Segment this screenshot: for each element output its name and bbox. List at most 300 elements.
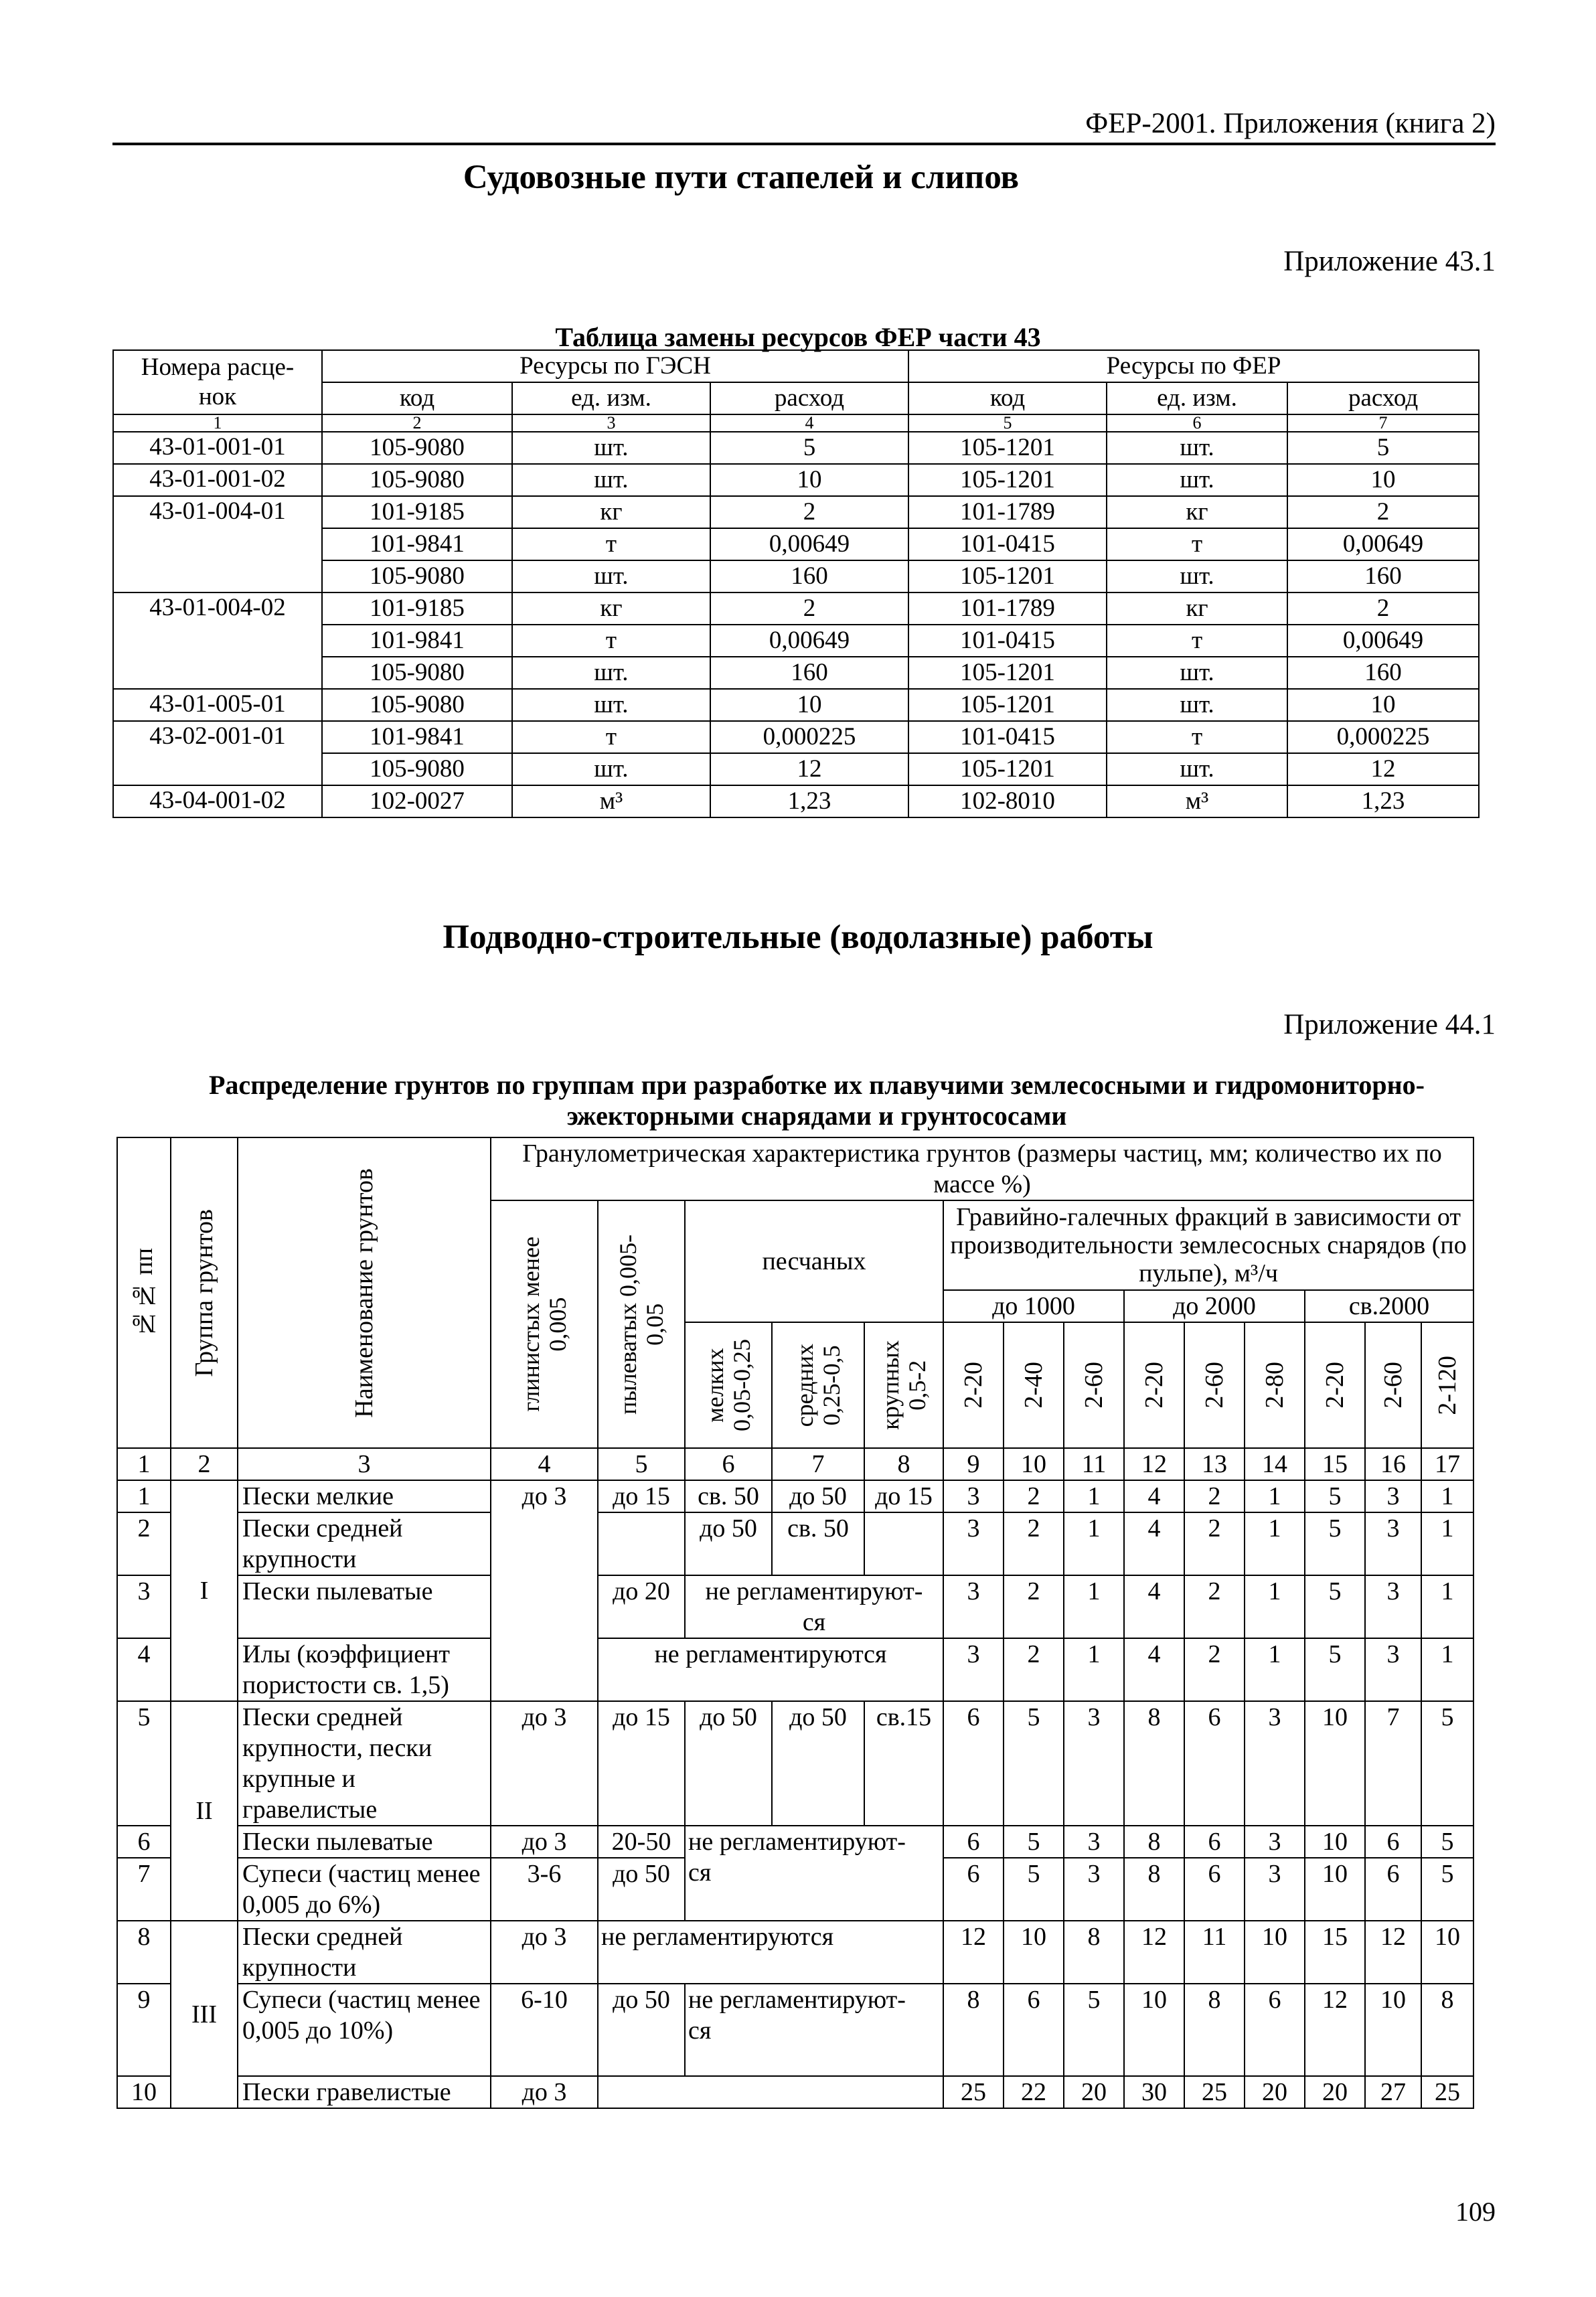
gesn-code-cell: 105-9080 <box>322 464 512 496</box>
fine-cell: св. 50 <box>685 1480 772 1512</box>
productivity-value-cell: 22 <box>1004 2076 1064 2108</box>
soil-row <box>117 2076 1473 2108</box>
gesn-unit-cell: т <box>512 625 710 657</box>
gesn-consumption-cell: 12 <box>710 753 908 785</box>
gesn-unit-cell: кг <box>512 592 710 625</box>
section-title-44: Подводно-строительные (водолазные) работы <box>443 919 1153 956</box>
gesn-consumption-cell: 1,23 <box>710 785 908 817</box>
header-range: 2-60 <box>1064 1322 1124 1448</box>
fer-consumption-cell: 0,00649 <box>1287 625 1479 657</box>
productivity-value-cell: 25 <box>1184 2076 1245 2108</box>
not-regulated-cell: не регламентируют- ся <box>685 1575 943 1638</box>
column-number: 5 <box>908 414 1107 432</box>
header-up-to-2000: до 2000 <box>1124 1290 1305 1322</box>
column-number: 3 <box>512 414 710 432</box>
productivity-value-cell: 5 <box>1305 1480 1365 1512</box>
gesn-unit-cell: шт. <box>512 753 710 785</box>
group-cell: III <box>171 1921 238 2108</box>
gesn-code-cell: 105-9080 <box>322 432 512 464</box>
column-number: 14 <box>1245 1448 1305 1480</box>
gesn-code-cell: 101-9185 <box>322 592 512 625</box>
fine-cell: до 50 <box>685 1512 772 1575</box>
fer-unit-cell: кг <box>1107 496 1287 528</box>
productivity-value-cell: 5 <box>1421 1701 1473 1826</box>
not-regulated-cell: не регламентируются <box>598 1921 943 1984</box>
fer-consumption-cell: 12 <box>1287 753 1479 785</box>
productivity-value-cell: 10 <box>1305 1701 1365 1826</box>
fine-cell: до 50 <box>685 1701 772 1826</box>
productivity-value-cell: 10 <box>1305 1858 1365 1921</box>
fer-code-cell: 105-1201 <box>908 657 1107 689</box>
fer-consumption-cell: 160 <box>1287 560 1479 592</box>
productivity-value-cell: 5 <box>1004 1701 1064 1826</box>
productivity-value-cell: 20 <box>1245 2076 1305 2108</box>
column-number: 4 <box>710 414 908 432</box>
fer-code-cell: 105-1201 <box>908 753 1107 785</box>
productivity-value-cell: 11 <box>1184 1921 1245 1984</box>
fer-code-cell: 101-1789 <box>908 592 1107 625</box>
productivity-value-cell: 6 <box>943 1701 1004 1826</box>
gesn-unit-cell: шт. <box>512 689 710 721</box>
column-number: 13 <box>1184 1448 1245 1480</box>
productivity-value-cell: 1 <box>1421 1512 1473 1575</box>
column-number: 15 <box>1305 1448 1365 1480</box>
header-range: 2-60 <box>1184 1322 1245 1448</box>
header-range: 2-20 <box>1124 1322 1184 1448</box>
coarse-cell <box>864 1512 943 1575</box>
silt-cell: до 50 <box>598 1984 685 2076</box>
fer-code-cell: 101-1789 <box>908 496 1107 528</box>
productivity-value-cell: 12 <box>943 1921 1004 1984</box>
productivity-value-cell: 3 <box>1064 1858 1124 1921</box>
rate-number-cell: 43-01-004-02 <box>113 592 322 689</box>
productivity-value-cell: 10 <box>1421 1921 1473 1984</box>
fer-unit-cell: шт. <box>1107 464 1287 496</box>
productivity-value-cell: 8 <box>943 1984 1004 2076</box>
productivity-value-cell: 4 <box>1124 1575 1184 1638</box>
column-number: 1 <box>113 414 322 432</box>
header-rule <box>112 143 1496 145</box>
productivity-value-cell: 3 <box>1245 1826 1305 1858</box>
gesn-consumption-cell: 160 <box>710 560 908 592</box>
productivity-value-cell: 5 <box>1004 1858 1064 1921</box>
productivity-value-cell: 30 <box>1124 2076 1184 2108</box>
column-number: 4 <box>491 1448 598 1480</box>
not-regulated-cell: не регламентируют- ся <box>685 1826 943 1921</box>
gesn-code-cell: 101-9841 <box>322 528 512 560</box>
productivity-value-cell: 10 <box>1124 1984 1184 2076</box>
soil-row <box>117 1512 1473 1575</box>
productivity-value-cell: 5 <box>1305 1638 1365 1701</box>
productivity-value-cell: 25 <box>1421 2076 1473 2108</box>
productivity-value-cell: 8 <box>1421 1984 1473 2076</box>
header-gravel-pebble: Гравийно-галечных фракций в зависимости от производительности землесосных снарядов (по пульпе), м³/ч <box>943 1200 1473 1290</box>
productivity-value-cell: 3 <box>1064 1701 1124 1826</box>
soil-name-cell: Супеси (частиц менее 0,005 до 6%) <box>238 1858 491 1921</box>
productivity-value-cell: 8 <box>1124 1701 1184 1826</box>
header-gesn-code: код <box>322 382 512 414</box>
productivity-value-cell: 2 <box>1184 1575 1245 1638</box>
gesn-unit-cell: кг <box>512 496 710 528</box>
gesn-consumption-cell: 160 <box>710 657 908 689</box>
fer-unit-cell: т <box>1107 625 1287 657</box>
fer-unit-cell: т <box>1107 528 1287 560</box>
header-soil-group: Группа грунтов <box>171 1137 238 1448</box>
silt-cell: до 15 <box>598 1701 685 1826</box>
soil-row <box>117 1921 1473 1984</box>
gesn-code-cell: 105-9080 <box>322 753 512 785</box>
fer-unit-cell: кг <box>1107 592 1287 625</box>
productivity-value-cell: 1 <box>1064 1638 1124 1701</box>
column-number: 2 <box>322 414 512 432</box>
header-range: 2-20 <box>1305 1322 1365 1448</box>
not-regulated-cell: не регламентируются <box>598 1638 943 1701</box>
fer-consumption-cell: 1,23 <box>1287 785 1479 817</box>
clay-cell: до 3 <box>491 1701 598 1826</box>
header-granulometric: Гранулометрическая характеристика грунтов (размеры частиц, мм; количество их по массе %) <box>491 1137 1473 1200</box>
gesn-code-cell: 101-9841 <box>322 625 512 657</box>
productivity-value-cell: 25 <box>943 2076 1004 2108</box>
header-gesn-consumption: расход <box>710 382 908 414</box>
fer-consumption-cell: 0,000225 <box>1287 721 1479 753</box>
header-over-2000: св.2000 <box>1305 1290 1473 1322</box>
gesn-unit-cell: м³ <box>512 785 710 817</box>
gesn-unit-cell: т <box>512 528 710 560</box>
fer-code-cell: 101-0415 <box>908 528 1107 560</box>
gesn-consumption-cell: 0,00649 <box>710 625 908 657</box>
silt-cell <box>598 1512 685 1575</box>
fer-consumption-cell: 10 <box>1287 689 1479 721</box>
productivity-value-cell: 6 <box>1365 1858 1421 1921</box>
silt-cell: до 15 <box>598 1480 685 1512</box>
productivity-value-cell: 1 <box>1245 1480 1305 1512</box>
soil-row <box>117 1575 1473 1638</box>
fer-unit-cell: шт. <box>1107 753 1287 785</box>
fer-consumption-cell: 2 <box>1287 496 1479 528</box>
soil-name-cell: Пески пылеватые <box>238 1575 491 1638</box>
soil-row <box>117 1701 1473 1826</box>
productivity-value-cell: 6 <box>943 1858 1004 1921</box>
productivity-value-cell: 1 <box>1064 1480 1124 1512</box>
productivity-value-cell: 6 <box>943 1826 1004 1858</box>
silt-cell: до 50 <box>598 1858 685 1921</box>
fer-code-cell: 101-0415 <box>908 721 1107 753</box>
soil-name-cell: Пески гравелистые <box>238 2076 491 2108</box>
productivity-value-cell: 27 <box>1365 2076 1421 2108</box>
rate-number-cell: 43-01-005-01 <box>113 689 322 721</box>
resource-row <box>113 432 1479 464</box>
row-number-cell: 10 <box>117 2076 171 2108</box>
productivity-value-cell: 5 <box>1064 1984 1124 2076</box>
empty-cell <box>598 2076 943 2108</box>
not-regulated-cell: не регламентируют- ся <box>685 1984 943 2076</box>
clay-cell: до 3 <box>491 2076 598 2108</box>
productivity-value-cell: 2 <box>1004 1512 1064 1575</box>
productivity-value-cell: 2 <box>1004 1638 1064 1701</box>
clay-cell: до 3 <box>491 1826 598 1858</box>
table-caption-44: Распределение грунтов по группам при разработке их плавучими землесосными и гидромониторно-эжекторными снарядами и грунтососами <box>209 1070 1425 1131</box>
group-cell: II <box>171 1701 238 1921</box>
header-coarse: крупных 0,5-2 <box>864 1322 943 1448</box>
productivity-value-cell: 1 <box>1245 1512 1305 1575</box>
gesn-consumption-cell: 2 <box>710 592 908 625</box>
gesn-consumption-cell: 2 <box>710 496 908 528</box>
resource-row <box>113 592 1479 625</box>
header-range: 2-40 <box>1004 1322 1064 1448</box>
header-silt: пылеватых 0,005- 0,05 <box>598 1200 685 1448</box>
fer-code-cell: 105-1201 <box>908 432 1107 464</box>
clay-cell: 3-6 <box>491 1858 598 1921</box>
header-gesn-unit: ед. изм. <box>512 382 710 414</box>
column-number: 9 <box>943 1448 1004 1480</box>
header-medium: средних 0,25-0,5 <box>772 1322 864 1448</box>
fer-unit-cell: т <box>1107 721 1287 753</box>
coarse-cell: св.15 <box>864 1701 943 1826</box>
row-number-cell: 1 <box>117 1480 171 1512</box>
column-number: 7 <box>772 1448 864 1480</box>
soil-name-cell: Супеси (частиц менее 0,005 до 10%) <box>238 1984 491 2076</box>
medium-cell: св. 50 <box>772 1512 864 1575</box>
productivity-value-cell: 8 <box>1184 1984 1245 2076</box>
column-number: 1 <box>117 1448 171 1480</box>
productivity-value-cell: 4 <box>1124 1480 1184 1512</box>
gesn-unit-cell: шт. <box>512 657 710 689</box>
productivity-value-cell: 8 <box>1124 1858 1184 1921</box>
header-fer-code: код <box>908 382 1107 414</box>
fer-unit-cell: шт. <box>1107 432 1287 464</box>
row-number-cell: 5 <box>117 1701 171 1826</box>
column-number: 3 <box>238 1448 491 1480</box>
productivity-value-cell: 7 <box>1365 1701 1421 1826</box>
productivity-value-cell: 3 <box>1365 1512 1421 1575</box>
header-fer-unit: ед. изм. <box>1107 382 1287 414</box>
header-clay: глинистых менее 0,005 <box>491 1200 598 1448</box>
productivity-value-cell: 12 <box>1365 1921 1421 1984</box>
productivity-value-cell: 3 <box>943 1512 1004 1575</box>
productivity-value-cell: 12 <box>1124 1921 1184 1984</box>
productivity-value-cell: 3 <box>943 1638 1004 1701</box>
section-title-43: Судовозные пути стапелей и слипов <box>463 159 1020 196</box>
clay-cell: до 3 <box>491 1921 598 1984</box>
gesn-consumption-cell: 10 <box>710 464 908 496</box>
gesn-code-cell: 105-9080 <box>322 560 512 592</box>
productivity-value-cell: 5 <box>1421 1826 1473 1858</box>
soil-row <box>117 1480 1473 1512</box>
productivity-value-cell: 6 <box>1184 1701 1245 1826</box>
soil-groups-table <box>116 1137 1474 2109</box>
soil-row <box>117 1826 1473 1858</box>
productivity-value-cell: 2 <box>1184 1480 1245 1512</box>
gesn-consumption-cell: 10 <box>710 689 908 721</box>
soil-row <box>117 1984 1473 2076</box>
productivity-value-cell: 10 <box>1004 1921 1064 1984</box>
productivity-value-cell: 5 <box>1004 1826 1064 1858</box>
column-number: 10 <box>1004 1448 1064 1480</box>
column-number: 6 <box>1107 414 1287 432</box>
productivity-value-cell: 2 <box>1184 1512 1245 1575</box>
productivity-value-cell: 3 <box>943 1480 1004 1512</box>
fer-code-cell: 105-1201 <box>908 560 1107 592</box>
productivity-value-cell: 20 <box>1305 2076 1365 2108</box>
productivity-value-cell: 1 <box>1245 1575 1305 1638</box>
productivity-value-cell: 2 <box>1004 1480 1064 1512</box>
fer-consumption-cell: 10 <box>1287 464 1479 496</box>
gesn-consumption-cell: 0,00649 <box>710 528 908 560</box>
column-number: 11 <box>1064 1448 1124 1480</box>
clay-cell: до 3 <box>491 1480 598 1701</box>
productivity-value-cell: 10 <box>1305 1826 1365 1858</box>
header-range: 2-60 <box>1365 1322 1421 1448</box>
row-number-cell: 7 <box>117 1858 171 1921</box>
row-number-cell: 8 <box>117 1921 171 1984</box>
row-number-cell: 9 <box>117 1984 171 2076</box>
productivity-value-cell: 3 <box>1365 1575 1421 1638</box>
gesn-unit-cell: шт. <box>512 432 710 464</box>
column-number: 16 <box>1365 1448 1421 1480</box>
column-number: 7 <box>1287 414 1479 432</box>
soil-name-cell: Пески средней крупности <box>238 1921 491 1984</box>
appendix-label-43: Приложение 43.1 <box>1283 246 1496 277</box>
productivity-value-cell: 4 <box>1124 1512 1184 1575</box>
productivity-value-cell: 10 <box>1245 1921 1305 1984</box>
header-range: 2-80 <box>1245 1322 1305 1448</box>
productivity-value-cell: 6 <box>1004 1984 1064 2076</box>
fer-unit-cell: шт. <box>1107 560 1287 592</box>
row-number-cell: 3 <box>117 1575 171 1638</box>
fer-consumption-cell: 2 <box>1287 592 1479 625</box>
productivity-value-cell: 6 <box>1184 1858 1245 1921</box>
gesn-unit-cell: шт. <box>512 464 710 496</box>
header-range: 2-120 <box>1421 1322 1473 1448</box>
gesn-code-cell: 101-9185 <box>322 496 512 528</box>
appendix-label-44: Приложение 44.1 <box>1283 1009 1496 1040</box>
column-number: 5 <box>598 1448 685 1480</box>
silt-cell: до 20 <box>598 1575 685 1638</box>
rate-number-cell: 43-01-001-02 <box>113 464 322 496</box>
silt-cell: 20-50 <box>598 1826 685 1858</box>
resource-row <box>113 721 1479 753</box>
soil-name-cell: Пески средней крупности, пески крупные и гравелистые <box>238 1701 491 1826</box>
column-number: 8 <box>864 1448 943 1480</box>
table-caption-43: Таблица замены ресурсов ФЕР части 43 <box>555 322 1041 352</box>
productivity-value-cell: 4 <box>1124 1638 1184 1701</box>
productivity-value-cell: 5 <box>1305 1575 1365 1638</box>
fer-consumption-cell: 160 <box>1287 657 1479 689</box>
header-soil-name: Наименование грунтов <box>238 1137 491 1448</box>
rate-number-cell: 43-01-004-01 <box>113 496 322 592</box>
productivity-value-cell: 12 <box>1305 1984 1365 2076</box>
soil-name-cell: Илы (коэффициент пористости св. 1,5) <box>238 1638 491 1701</box>
medium-cell: до 50 <box>772 1701 864 1826</box>
productivity-value-cell: 5 <box>1421 1858 1473 1921</box>
fer-consumption-cell: 0,00649 <box>1287 528 1479 560</box>
clay-cell: 6-10 <box>491 1984 598 2076</box>
fer-code-cell: 105-1201 <box>908 464 1107 496</box>
fer-code-cell: 102-8010 <box>908 785 1107 817</box>
header-sandy: песчаных <box>685 1200 943 1322</box>
fer-unit-cell: шт. <box>1107 657 1287 689</box>
resource-row <box>113 785 1479 817</box>
productivity-value-cell: 1 <box>1421 1638 1473 1701</box>
resource-replacement-table <box>112 349 1480 818</box>
rate-number-cell: 43-04-001-02 <box>113 785 322 817</box>
productivity-value-cell: 8 <box>1124 1826 1184 1858</box>
productivity-value-cell: 3 <box>1365 1638 1421 1701</box>
group-cell: I <box>171 1480 238 1701</box>
gesn-code-cell: 102-0027 <box>322 785 512 817</box>
productivity-value-cell: 2 <box>1004 1575 1064 1638</box>
row-number-cell: 4 <box>117 1638 171 1701</box>
gesn-code-cell: 105-9080 <box>322 657 512 689</box>
soil-name-cell: Пески пылеватые <box>238 1826 491 1858</box>
header-gesn-resources: Ресурсы по ГЭСН <box>322 350 908 382</box>
header-fine: мелких 0,05-0,25 <box>685 1322 772 1448</box>
productivity-value-cell: 10 <box>1365 1984 1421 2076</box>
productivity-value-cell: 1 <box>1064 1575 1124 1638</box>
resource-row <box>113 689 1479 721</box>
gesn-unit-cell: т <box>512 721 710 753</box>
productivity-value-cell: 5 <box>1305 1512 1365 1575</box>
fer-consumption-cell: 5 <box>1287 432 1479 464</box>
productivity-value-cell: 8 <box>1064 1921 1124 1984</box>
column-number: 17 <box>1421 1448 1473 1480</box>
running-header: ФЕР-2001. Приложения (книга 2) <box>1085 108 1496 139</box>
header-row-number: №№ пп <box>117 1137 171 1448</box>
productivity-value-cell: 1 <box>1421 1575 1473 1638</box>
productivity-value-cell: 1 <box>1245 1638 1305 1701</box>
header-fer-resources: Ресурсы по ФЕР <box>908 350 1479 382</box>
soil-row <box>117 1638 1473 1701</box>
gesn-consumption-cell: 0,000225 <box>710 721 908 753</box>
productivity-value-cell: 1 <box>1421 1480 1473 1512</box>
gesn-consumption-cell: 5 <box>710 432 908 464</box>
productivity-value-cell: 15 <box>1305 1921 1365 1984</box>
gesn-code-cell: 101-9841 <box>322 721 512 753</box>
productivity-value-cell: 3 <box>1245 1701 1305 1826</box>
rate-number-cell: 43-01-001-01 <box>113 432 322 464</box>
productivity-value-cell: 2 <box>1184 1638 1245 1701</box>
header-fer-consumption: расход <box>1287 382 1479 414</box>
productivity-value-cell: 20 <box>1064 2076 1124 2108</box>
medium-cell: до 50 <box>772 1480 864 1512</box>
rate-number-cell: 43-02-001-01 <box>113 721 322 785</box>
fer-code-cell: 101-0415 <box>908 625 1107 657</box>
header-rate-numbers: Номера расце- нок <box>113 350 322 414</box>
fer-unit-cell: шт. <box>1107 689 1287 721</box>
productivity-value-cell: 1 <box>1064 1512 1124 1575</box>
gesn-code-cell: 105-9080 <box>322 689 512 721</box>
row-number-cell: 6 <box>117 1826 171 1858</box>
productivity-value-cell: 3 <box>1064 1826 1124 1858</box>
fer-unit-cell: м³ <box>1107 785 1287 817</box>
resource-row <box>113 496 1479 528</box>
soil-name-cell: Пески мелкие <box>238 1480 491 1512</box>
header-up-to-1000: до 1000 <box>943 1290 1124 1322</box>
row-number-cell: 2 <box>117 1512 171 1575</box>
page-number: 109 <box>1455 2197 1496 2227</box>
productivity-value-cell: 6 <box>1365 1826 1421 1858</box>
column-number: 2 <box>171 1448 238 1480</box>
soil-name-cell: Пески средней крупности <box>238 1512 491 1575</box>
fer-code-cell: 105-1201 <box>908 689 1107 721</box>
column-number: 6 <box>685 1448 772 1480</box>
productivity-value-cell: 3 <box>943 1575 1004 1638</box>
resource-row <box>113 464 1479 496</box>
productivity-value-cell: 6 <box>1245 1984 1305 2076</box>
productivity-value-cell: 3 <box>1245 1858 1305 1921</box>
productivity-value-cell: 6 <box>1184 1826 1245 1858</box>
coarse-cell: до 15 <box>864 1480 943 1512</box>
